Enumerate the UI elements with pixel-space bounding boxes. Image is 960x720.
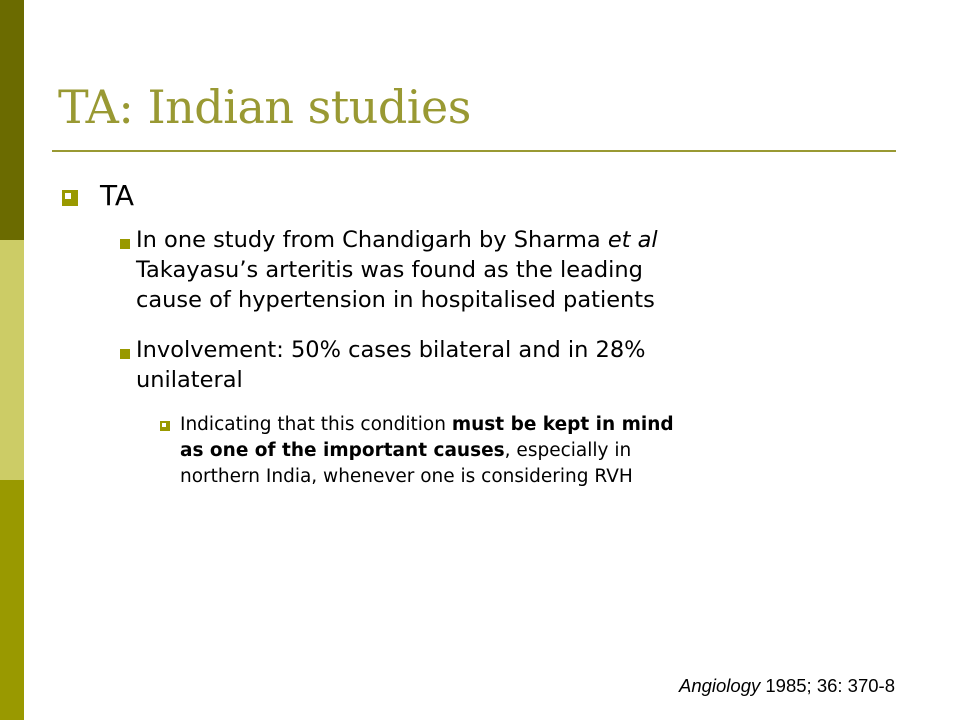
title-divider: [52, 150, 896, 152]
small-hollow-square-bullet-icon: [160, 421, 170, 431]
sidebar-accent: [0, 0, 24, 720]
sub-bullet-text: [180, 412, 674, 490]
text-line: In one study from Chandigarh by Sharma et al: [136, 227, 658, 253]
citation: [679, 675, 895, 697]
text-line: northern India, whenever one is considering RVH: [180, 466, 633, 487]
sidebar-segment-top: [0, 0, 24, 240]
bullet-item-text: [136, 225, 658, 315]
text-line: cause of hypertension in hospitalised patients: [136, 287, 655, 313]
sidebar-segment-middle: [0, 240, 24, 480]
square-bullet-icon: [120, 239, 130, 249]
text-line: Indicating that this condition must be kept in mind: [180, 414, 674, 435]
bullet-level1-text: TA: [100, 179, 135, 212]
text-line: unilateral: [136, 367, 243, 393]
text-line: Takayasu’s arteritis was found as the leading: [136, 257, 643, 283]
text-line: Involvement: 50% cases bilateral and in 28%: [136, 337, 646, 363]
square-bullet-icon: [120, 349, 130, 359]
text-line: as one of the important causes, especially in: [180, 440, 632, 461]
hollow-square-bullet-icon: [62, 190, 78, 206]
citation-details: 1985; 36: 370-8: [760, 675, 895, 696]
citation-journal: Angiology: [678, 675, 761, 696]
sidebar-segment-bottom: [0, 480, 24, 720]
slide-title: TA: Indian studies: [58, 80, 471, 134]
bullet-item-text: [136, 335, 646, 395]
